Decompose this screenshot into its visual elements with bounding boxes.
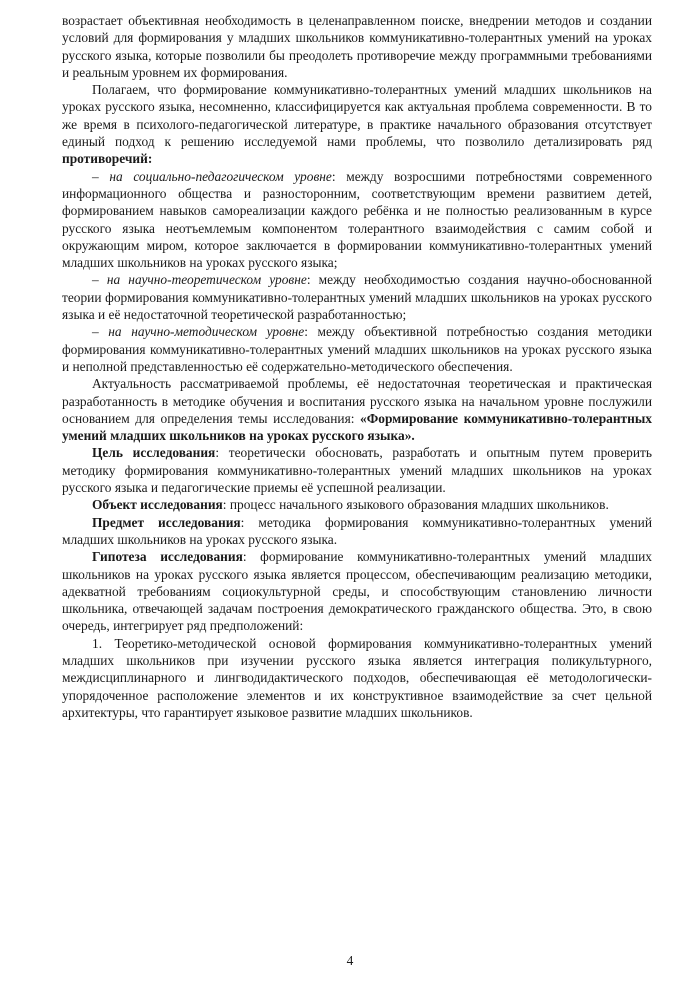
goal-label: Цель исследования [92,445,216,461]
contradiction-methodical [62,323,652,375]
paragraph-subject [62,514,652,549]
hypothesis-label: Гипотеза исследования [92,549,243,565]
contradiction-methodical-lead: – на научно-методическом уровне [92,324,305,340]
contradiction-methodical-text: : между объективной потребностью создания методики формирования коммуникативно-толерантных умений младших школьников на уроках русского языка и неполной представленностью её содержательно-методического обеспечения. [62,324,652,374]
contradiction-theoretical-text: : между необходимостью создания научно-обоснованной теории формирования коммуникативно-толерантных умений младших школьников на уроках русского языка и её недостаточной теоретической разработанностью; [62,272,652,323]
contradiction-theoretical-lead: – на научно-теоретическом уровне [92,272,307,288]
document-body [62,12,652,721]
contradiction-social-lead: – на социально-педагогическом уровне [92,168,332,184]
topic-title: «Формирование коммуникативно-толерантных умений младших школьников на уроках русского языка». [62,410,652,444]
subject-label: Предмет исследования [92,514,241,530]
paragraph-topic [62,375,652,444]
contradiction-social [62,168,652,272]
hypothesis-text: : формирование коммуникативно-толерантных умений младших школьников на уроках русского языка является процессом, обеспечивающим реализацию методики, адекватной требованиям социокультурной среды, и способствующим становлению личности школьника, отвечающей задачам построения демократического гражданского общества. Это, в свою очередь, интегрирует ряд предположений: [62,549,652,634]
topic-text: Актуальность рассматриваемой проблемы, её недостаточная теоретическая и практическая разработанность в методике обучения и воспитания русского языка на начальном уровне послужили основанием для определения темы исследования: [62,376,652,426]
object-text: : процесс начального языкового образования младших школьников. [222,497,609,513]
paragraph-intro: возрастает объективная необходимость в целенаправленном поиске, внедрении методов и создании условий для формирования у младших школьников коммуникативно-толерантных умений на уроках русского языка, которые позволили бы преодолеть противоречие между программными требованиями и реальным уровнем их формирования. [62,13,652,80]
relevance-text: Полагаем, что формирование коммуникативно-толерантных умений младших школьников на уроках русского языка, несомненно, классифицируется как актуальная проблема современности. В то же время в психолого-педагогической литературе, в практике начального образования отсутствует единый подход к решению исследуемой нами проблемы, что позволило детализировать ряд [62,82,652,150]
contradictions-label: противоречий: [62,151,153,167]
paragraph-hypothesis [62,548,652,634]
page-number: 4 [346,953,354,968]
contradiction-theoretical [62,271,652,323]
paragraph-goal [62,444,652,496]
goal-text: : теоретически обосновать, разработать и опытным путем проверить методику формирования коммуникативно-толерантных умений младших школьников на уроках русского языка и педагогические приемы её успешной реализации. [62,445,653,496]
contradiction-social-text: : между возросшими потребностями современного информационного общества и разносторонним, соответствующим времени развитием детей, формированием навыков самореализации каждого ребёнка и не полностью реализованным в курсе русского языка неотъемлемым компонентом толерантного взаимодействия с самим собой и окружающим миром, которое заключается в формировании коммуникативно-толерантных умений младших школьников на уроках русского языка; [62,168,653,271]
list-item: 1. Теоретико-методической основой формирования коммуникативно-толерантных умений младших школьников при изучении русского языка является интеграция поликультурного, междисциплинарного и лингводидактического подходов, обеспечивающая её методологически-упорядоченное расположение элементов и их конструктивное взаимодействие за счет цельной архитектуры, что гарантирует языковое развитие младших школьников. [62,635,652,720]
paragraph-object [62,496,652,513]
paragraph-relevance [62,81,652,167]
subject-text: : методика формирования коммуникативно-толерантных умений младших школьников на уроках русского языка. [62,514,652,547]
object-label: Объект исследования [92,497,223,513]
